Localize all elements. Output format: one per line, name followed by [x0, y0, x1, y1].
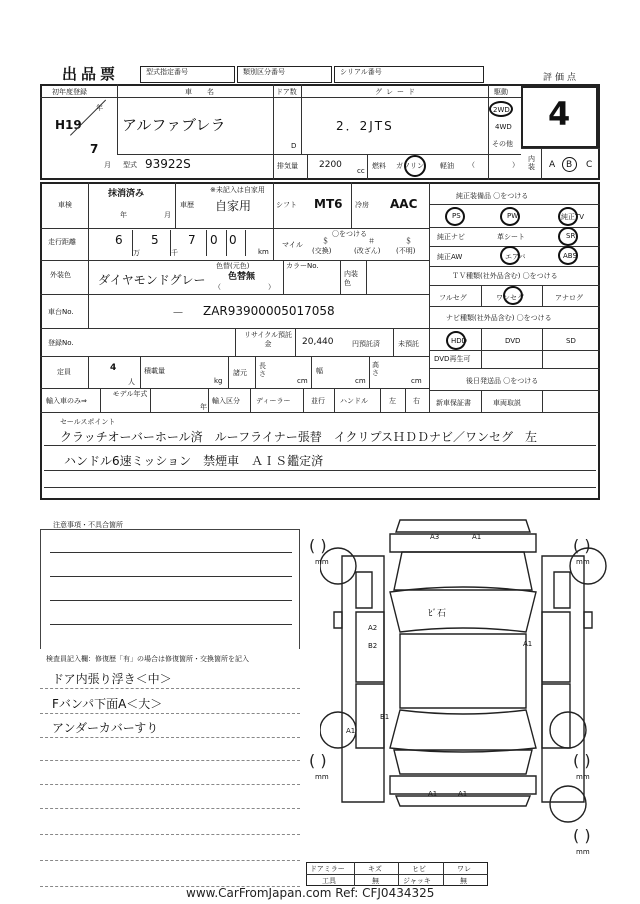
interior-b-circle — [562, 157, 577, 172]
equip-sr-circle — [558, 227, 578, 246]
import-parallel: 並行 — [311, 397, 325, 405]
repaint-label: 色替(元色) — [216, 262, 250, 270]
sales-line-1: クラッチオーバーホール済 ルーフライナー張替 イクリプスＨＤＤナビ／ワンセグ 左 — [60, 430, 538, 444]
damage-rear-a1-left: A1 — [428, 790, 438, 798]
tread-spare-mm: mm — [576, 848, 590, 856]
note-line-1: ドア内張り浮き＜中＞ — [52, 672, 172, 686]
sheet-title: 出品票 — [62, 65, 120, 83]
legend-tools-none: 無 — [372, 877, 379, 885]
equip-airbag-circle — [500, 246, 520, 265]
later-cert: 車両取説 — [493, 399, 521, 407]
equip-abs-circle — [558, 246, 578, 265]
first-reg-month: 7 — [90, 142, 99, 156]
equip-aw: 純正AW — [437, 253, 463, 261]
fuel-diesel: 軽油 — [440, 162, 454, 170]
dvd-player: DVD再生可 — [434, 355, 471, 363]
displacement-value: 2200 — [319, 160, 342, 170]
shift-label: シフト — [276, 201, 297, 209]
mileage-digit-1: 6 — [115, 233, 123, 247]
first-reg-year: H19 — [55, 118, 82, 132]
drive-2wd-circle — [489, 101, 513, 117]
dims-label: 諸元 — [233, 369, 247, 377]
tv-analog: アナログ — [555, 294, 583, 302]
ac-label: 冷房 — [355, 201, 369, 209]
tread-rl-mm: mm — [315, 773, 329, 781]
capacity-value: 4 — [110, 363, 117, 373]
shaken-year: 年 — [120, 211, 127, 219]
navi-hdd: HDD — [451, 337, 468, 345]
damage-left-b2: B2 — [368, 642, 378, 650]
int-color-label: 内装色 — [344, 270, 358, 287]
recycle-amount: 20,440 — [302, 337, 334, 347]
fuel-paren-open: （ — [468, 161, 475, 169]
grade-value: 2．2JTS — [336, 119, 394, 133]
interior-label: 内装 — [528, 155, 535, 171]
damage-right-a1: A1 — [523, 640, 533, 648]
km-unit: km — [258, 248, 269, 256]
model-year-unit: 年 — [200, 403, 207, 411]
equip-tv: 純正TV — [561, 213, 585, 221]
damage-left-a2: A2 — [368, 624, 378, 632]
tread-fr-mm: mm — [576, 558, 590, 566]
equipment-header: 純正装備品 〇をつける — [456, 192, 529, 200]
legend-door-mirror: ドアミラー — [310, 865, 345, 873]
recycle-label: リサイクル預託金 — [243, 331, 293, 348]
length-label: 長さ — [259, 362, 266, 378]
altered-mark: ＃ — [368, 237, 375, 245]
repaint-paren-close: ） — [268, 283, 275, 291]
first-reg-label: 初年度登録 — [52, 88, 87, 96]
equip-pw: PW — [507, 212, 519, 220]
tread-fl-bracket: ( ) — [309, 536, 327, 555]
kg-unit: kg — [214, 377, 223, 385]
tread-rl-bracket: ( ) — [309, 751, 327, 770]
width-cm: cm — [355, 377, 366, 385]
door-count-label: ドア数 — [276, 88, 297, 96]
score-value: 4 — [548, 95, 571, 133]
mileage-digit-3: 7 — [188, 233, 196, 247]
capacity-label: 定員 — [57, 368, 71, 376]
altered-label: (改ざん) — [354, 247, 381, 255]
equip-airbag: エアバ — [505, 253, 526, 261]
legend-jack-none: 無 — [460, 877, 467, 885]
tread-fl-mm: mm — [315, 558, 329, 566]
chassis-prefix: － — [172, 306, 185, 320]
model-designation-label: 型式指定番号 — [146, 68, 188, 76]
navi-sd: SD — [566, 337, 576, 345]
equip-ps: PS — [452, 212, 461, 220]
sen-unit: 千 — [171, 249, 178, 257]
mile-label: マイル — [282, 241, 303, 249]
mileage-digit-5: 0 — [229, 233, 237, 247]
navi-type-header: ナビ種類(社外品含む) 〇をつける — [446, 314, 552, 322]
replaced-mark: ＄ — [322, 237, 329, 245]
fuel-paren-close: ） — [512, 161, 519, 169]
shaken-month: 月 — [164, 211, 171, 219]
equip-pw-circle — [500, 207, 520, 226]
door-d: D — [291, 142, 297, 150]
mileage-digit-4: 0 — [210, 233, 218, 247]
shaken-value: 抹消済み — [108, 189, 145, 199]
capacity-unit: 人 — [128, 378, 135, 386]
shaken-label: 車検 — [58, 201, 72, 209]
navi-dvd: DVD — [505, 337, 521, 345]
usage-note: ※未記入は自家用 — [210, 186, 265, 194]
note-line-3: アンダーカバーすり — [52, 721, 159, 735]
length-cm: cm — [297, 377, 308, 385]
plate-label: 登録No. — [48, 339, 74, 347]
equip-abs: ABS — [563, 252, 577, 260]
mileage-digit-2: 5 — [151, 233, 159, 247]
equip-sr: SR — [566, 232, 576, 240]
legend-crack: ヒビ — [412, 865, 426, 873]
unknown-label: (不明) — [396, 247, 416, 255]
damage-rear-a1-right: A1 — [458, 790, 468, 798]
interior-c: C — [586, 160, 593, 170]
width-label: 幅 — [316, 367, 323, 375]
height-label: 高さ — [372, 361, 379, 377]
shift-value: MT6 — [314, 197, 343, 211]
ext-color-value: ダイヤモンドグレー — [98, 273, 206, 287]
handle-left: 左 — [389, 397, 396, 405]
handle-right: 右 — [413, 397, 420, 405]
interior-a: A — [549, 160, 556, 170]
damage-rear-door-b1: B1 — [380, 713, 390, 721]
footer-watermark: www.CarFromJapan.com Ref: CFJ0434325 — [186, 886, 435, 900]
ac-value: AAC — [390, 197, 418, 211]
damage-front-a3: A3 — [430, 533, 440, 541]
chassis-number: ZAR93900005017058 — [203, 304, 335, 318]
month-char: 月 — [104, 161, 111, 169]
recycle-unpaid: 未預託 — [398, 340, 419, 348]
height-cm: cm — [411, 377, 422, 385]
repaint-value: 色替無 — [228, 272, 256, 282]
score-label: 評価点 — [543, 73, 580, 83]
drive-2wd: 2WD — [493, 106, 510, 114]
import-dealer: ディーラー — [256, 397, 291, 405]
displacement-label: 排気量 — [277, 162, 298, 170]
later-header: 後日発送品 〇をつける — [466, 377, 539, 385]
sales-point-label: セールスポイント — [60, 418, 116, 426]
note-line-2: Fバンパ下面A＜大＞ — [52, 697, 163, 711]
legend-tools: 工具 — [322, 877, 336, 885]
model-value: 93922S — [145, 157, 191, 171]
later-warranty: 新車保証書 — [436, 399, 471, 407]
handle-label: ハンドル — [340, 397, 368, 405]
category-label: 類別区分番号 — [243, 68, 285, 76]
legend-scratch: キズ — [368, 865, 382, 873]
sales-line-2: ハンドル6速ミッション 禁煙車 ＡＩＳ鑑定済 — [64, 454, 324, 468]
mileage-label: 走行距離 — [48, 238, 76, 246]
car-name: アルファブレラ — [122, 116, 226, 134]
circle-note: 〇をつける — [332, 230, 367, 238]
legend-chip: ワレ — [457, 865, 471, 873]
equip-leather: 革シート — [497, 233, 525, 241]
fuel-gasoline: ガソリン — [396, 162, 424, 170]
tv-type-header: ＴＶ種類(社外品含む) 〇をつける — [452, 272, 558, 280]
tv-oneseg-circle — [503, 286, 523, 305]
grade-label: グレード — [375, 88, 419, 96]
car-name-label: 車 名 — [185, 88, 218, 96]
cc-unit: cc — [357, 167, 365, 175]
color-no-label: カラーNo. — [286, 262, 319, 270]
tv-oneseg: ワンセグ — [496, 294, 524, 302]
year-char: 年 — [96, 104, 103, 112]
drive-label: 駆動 — [494, 88, 508, 96]
tread-rr-bracket: ( ) — [573, 751, 591, 770]
car-diagram — [320, 512, 610, 888]
import-type-label: 輸入区分 — [212, 397, 240, 405]
equip-navi: 純正ナビ — [437, 233, 465, 241]
legend-jack: ジャッキ — [403, 877, 431, 885]
drive-other: その他 — [492, 140, 513, 148]
drive-4wd: 4WD — [495, 123, 512, 131]
man-unit: 万 — [133, 249, 140, 257]
import-label: 輸入車のみ⇒ — [46, 397, 87, 405]
damage-wheel-a1: A1 — [346, 727, 356, 735]
unknown-mark: ＄ — [405, 237, 412, 245]
damage-windshield: ﾋﾞ石 — [428, 609, 447, 619]
damage-front-a1: A1 — [472, 533, 482, 541]
model-label: 型式 — [123, 161, 137, 169]
tread-spare-bracket: ( ) — [573, 826, 591, 845]
recycle-unit: 円預託済 — [352, 340, 380, 348]
equip-tv-circle — [558, 207, 578, 226]
fuel-gasoline-circle — [404, 155, 426, 177]
load-label: 積載量 — [144, 367, 165, 375]
equip-ps-circle — [445, 207, 465, 226]
fuel-label: 燃料 — [372, 162, 386, 170]
model-year-label: モデル年式 — [112, 390, 148, 398]
interior-b: B — [566, 160, 573, 170]
inspector-label: 検査員記入欄：修復歴「有」の場合は修復箇所・交換箇所を記入 — [46, 655, 249, 663]
caution-label: 注意事項・不具合箇所 — [53, 521, 123, 529]
usage-label: 車歴 — [180, 201, 194, 209]
caution-box — [40, 529, 300, 649]
usage-value: 自家用 — [215, 199, 252, 213]
repaint-paren-open: （ — [214, 283, 221, 291]
tread-fr-bracket: ( ) — [573, 536, 591, 555]
tread-rr-mm: mm — [576, 773, 590, 781]
tv-fullseg: フルセグ — [439, 294, 467, 302]
chassis-label: 車台No. — [48, 308, 74, 316]
replaced-label: (交換) — [312, 247, 332, 255]
navi-hdd-circle — [446, 331, 466, 350]
ext-color-label: 外装色 — [50, 271, 71, 279]
serial-label: シリアル番号 — [340, 68, 382, 76]
